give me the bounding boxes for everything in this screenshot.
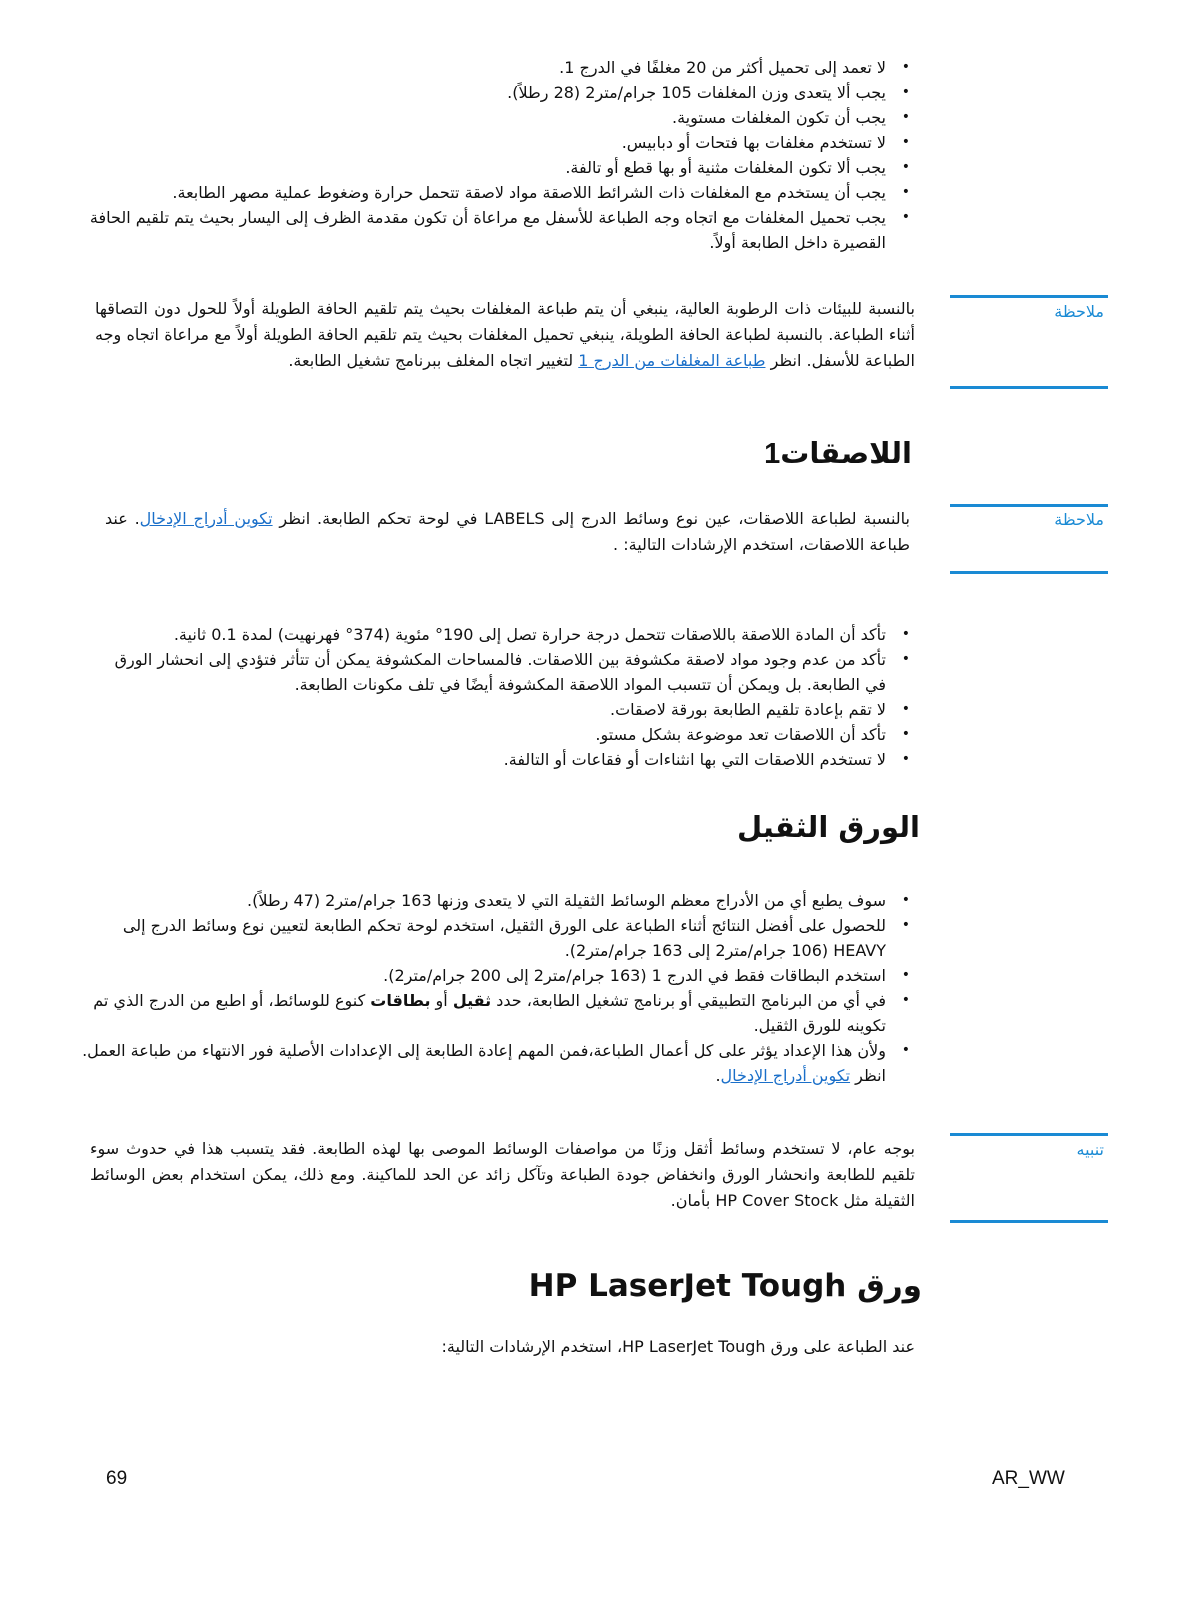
media-type-cardstock: بطاقات: [370, 991, 431, 1010]
note-text: [105, 506, 910, 558]
page-number: 69: [106, 1468, 128, 1489]
note-bottom-rule: [950, 571, 1108, 574]
labels-heading-text: اللاصقات: [780, 436, 912, 470]
caution-label: تنبيه: [1076, 1140, 1104, 1159]
list-item: [75, 988, 910, 1038]
caution-bottom-rule: [950, 1220, 1108, 1223]
list-item-text: ولأن هذا الإعداد يؤثر على كل أعمال الطباعة،فمن المهم إعادة الطابعة إلى الإعدادات الأصلية فور الانتهاء من طباعة العمل. انظر: [82, 1041, 886, 1085]
list-item-text: في أي من البرنامج التطبيقي أو برنامج تشغيل الطابعة، حدد: [491, 991, 886, 1010]
note-text-part: بالنسبة لطباعة اللاصقات، عين نوع وسائط الدرج إلى LABELS في لوحة تحكم الطابعة. انظر: [272, 509, 910, 528]
note-label: ملاحظة: [1054, 510, 1104, 529]
list-item-text: كنوع للوسائط، أو اطبع من الدرج الذي تم تكوينه للورق الثقيل.: [93, 991, 886, 1035]
list-item: • تأكد أن المادة اللاصقة باللاصقات تتحمل درجة حرارة تصل إلى 190° مئوية (374° فهرنهيت) لمدة 0.1 ثانية.: [95, 622, 910, 647]
note-text-part: لتغيير اتجاه المغلف ببرنامج تشغيل الطابعة.: [288, 351, 579, 370]
footer-locale: AR_WW: [992, 1468, 1065, 1489]
list-item: • لا تقم بإعادة تلقيم الطابعة بورقة لاصقات.: [95, 697, 910, 722]
note-label: ملاحظة: [1054, 302, 1104, 321]
list-item: • للحصول على أفضل النتائج أثناء الطباعة على الورق الثقيل، استخدم لوحة تحكم الطابعة لتعيين نوع وسائط الدرج إلى HEAVY (106 جرام/متر2 إلى 163 جرام/متر2).: [75, 913, 910, 963]
list-item: • يجب أن تكون المغلفات مستوية.: [50, 105, 910, 130]
media-type-heavy: ثقيل: [452, 991, 492, 1010]
note-top-rule: [950, 504, 1108, 507]
configure-input-trays-link[interactable]: تكوين أدراج الإدخال: [139, 509, 273, 528]
list-item: • يجب أن يستخدم مع المغلفات ذات الشرائط اللاصقة مواد لاصقة تتحمل حرارة وضغوط عملية مصهر الطابعة.: [50, 180, 910, 205]
caution-text: بوجه عام، لا تستخدم وسائط أثقل وزنًا من مواصفات الوسائط الموصى بها لهذه الطابعة. فقد يتسبب هذا في حدوث سوء تلقيم للطابعة وانحشار الورق وانخفاض جودة الطباعة وتآكل زائد عن الحد للماكينة. ومع ذلك، يمكن استخدام بعض الوسائط الثقيلة مثل HP Cover Stock بأمان.: [90, 1139, 915, 1210]
list-item: • يجب ألا يتعدى وزن المغلفات 105 جرام/متر2 (28 رطلاً).: [50, 80, 910, 105]
list-item: [75, 1038, 910, 1088]
labels-heading: [764, 436, 912, 471]
list-item: • لا تستخدم اللاصقات التي بها انثناءات أو فقاعات أو التالفة.: [95, 747, 910, 772]
list-item: • تأكد من عدم وجود مواد لاصقة مكشوفة بين اللاصقات. فالمساحات المكشوفة يمكن أن تتأثر فتؤدي إلى انحشار الورق في الطابعة. بل ويمكن أن تتسبب المواد اللاصقة المكشوفة أيضًا في تلف مكونات الطابعة.: [95, 647, 910, 697]
list-item: • سوف يطبع أي من الأدراج معظم الوسائط الثقيلة التي لا يتعدى وزنها 163 جرام/متر2 (47 رطلاً).: [75, 888, 910, 913]
note-top-rule: [950, 295, 1108, 298]
tough-paper-heading: ورق HP LaserJet Tough: [528, 1268, 922, 1304]
note-text-part: . عند طباعة اللاصقات، استخدم الإرشادات التالية: .: [105, 509, 910, 554]
labels-heading-number: 1: [764, 438, 781, 470]
caution-top-rule: [950, 1133, 1108, 1136]
print-envelopes-tray1-link[interactable]: طباعة المغلفات من الدرج 1: [578, 351, 766, 370]
list-item: • لا تعمد إلى تحميل أكثر من 20 مغلفًا في الدرج 1.: [50, 55, 910, 80]
list-item-text: أو: [430, 991, 453, 1010]
envelope-guidelines-list: [50, 55, 910, 255]
heavy-paper-heading: الورق الثقيل: [737, 810, 920, 844]
list-item: • لا تستخدم مغلفات بها فتحات أو دبابيس.: [50, 130, 910, 155]
labels-guidelines-list: [95, 622, 910, 772]
note-text-part: بالنسبة للبيئات ذات الرطوبة العالية، ينبغي أن يتم طباعة المغلفات بحيث يتم تلقيم الحافة الطويلة أولاً للحول دون التصاقها أثناء الطباعة. بالنسبة لطباعة الحافة الطويلة، ينبغي تحميل المغلفات بحيث يتم تلقيم الحافة الطويلة أولاً مع مراعاة اتجاه وجه الطباعة للأسفل. انظر: [95, 299, 915, 370]
list-item-text: .: [715, 1066, 721, 1085]
list-item: • تأكد أن اللاصقات تعد موضوعة بشكل مستو.: [95, 722, 910, 747]
configure-input-trays-link[interactable]: تكوين أدراج الإدخال: [720, 1066, 851, 1085]
heavy-paper-guidelines-list: [75, 888, 910, 1088]
list-item: • استخدم البطاقات فقط في الدرج 1 (163 جرام/متر2 إلى 200 جرام/متر2).: [75, 963, 910, 988]
note-text: [95, 296, 915, 374]
list-item: • يجب تحميل المغلفات مع اتجاه وجه الطباعة للأسفل مع مراعاة أن تكون مقدمة الظرف إلى اليسار بحيث يتم تلقيم الحافة القصيرة داخل الطابعة أولاً.: [50, 205, 910, 255]
list-item: • يجب ألا تكون المغلفات مثنية أو بها قطع أو تالفة.: [50, 155, 910, 180]
note-bottom-rule: [950, 386, 1108, 389]
tough-paper-intro: عند الطباعة على ورق HP LaserJet Tough، استخدم الإرشادات التالية:: [441, 1337, 915, 1356]
